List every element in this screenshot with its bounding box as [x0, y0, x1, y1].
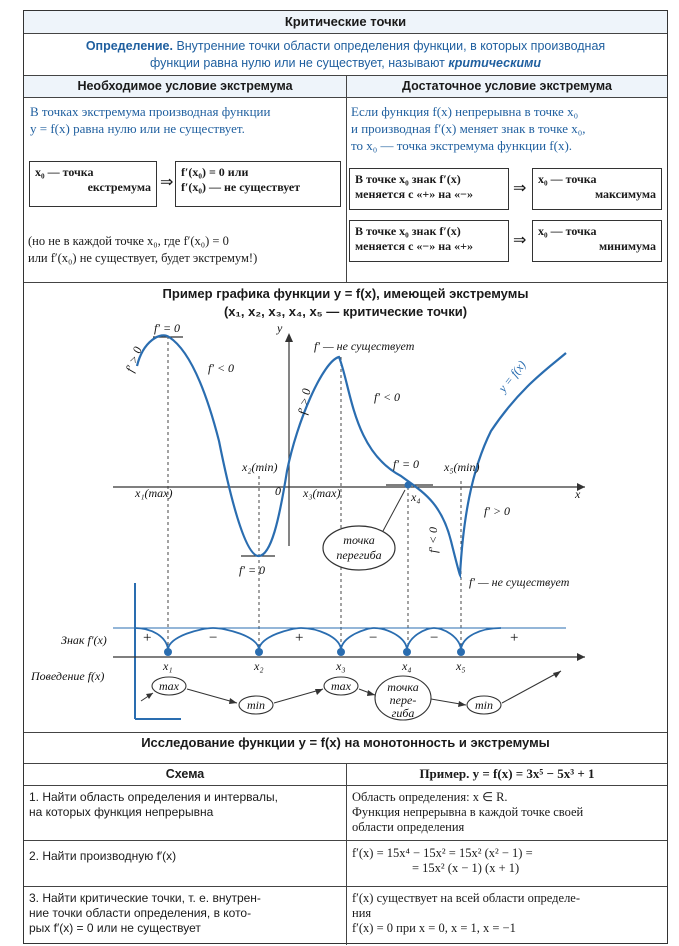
note-line2: или f′(x₀) не существует, будет экстремум!): [28, 251, 258, 265]
graph-title-line2: (x₁, x₂, x₃, x₄, x₅ — критические точки): [223, 304, 468, 319]
box-line: x₀ — точка: [538, 224, 597, 238]
label-fp0-top: f′ = 0: [154, 321, 181, 335]
example-line: f′(x) существует на всей области определе-: [352, 891, 581, 905]
dot-x1: [164, 648, 172, 656]
page-title: Критические точки: [24, 11, 667, 34]
definition-emphasis: критическими: [448, 56, 541, 70]
necessary-line2: y = f(x) равна нулю или не существует.: [30, 121, 245, 136]
example-1: [352, 790, 583, 835]
box-line: максимума: [594, 187, 656, 201]
necessary-line1: В точках экстремума производная функции: [30, 104, 271, 119]
sufficient-line3: то x₀ — точка экстремума функции f(x).: [351, 138, 573, 153]
inflection-label-1: точка: [343, 533, 375, 547]
sign-1: +: [143, 630, 152, 646]
study-col1-header: Схема: [165, 767, 205, 781]
sign-2: −: [209, 630, 218, 646]
divider: [24, 886, 667, 887]
label-fp0-x4: f′ = 0: [393, 457, 420, 471]
behavior-inflection-2: пере-: [389, 693, 417, 707]
box-line: меняется с «−» на «+»: [355, 239, 474, 253]
step-line: 3. Найти критические точки, т. е. внутрен-: [29, 891, 261, 905]
label-fp-lt0-c: f′ < 0: [426, 526, 440, 553]
label-fp-lt0-b: f′ < 0: [374, 390, 401, 404]
step-2: [29, 849, 176, 864]
behavior-inflection-3: гиба: [391, 706, 415, 720]
label-fp-lt0-a: f′ < 0: [208, 361, 235, 375]
step-line: рых f′(x) = 0 или не существует: [29, 921, 201, 935]
behavior-min-2: min: [475, 698, 493, 712]
example-line: f′(x) = 15x⁴ − 15x² = 15x² (x² − 1) =: [352, 846, 533, 860]
arrowhead-3: [315, 689, 323, 695]
behavior-ellipses: [152, 676, 501, 720]
implies-arrow-icon: ⇒: [160, 174, 174, 191]
example-2: [352, 846, 533, 876]
step-line: ние точки области определения, в кото-: [29, 906, 252, 920]
implies-arrow-icon: ⇒: [513, 180, 527, 197]
divider: [24, 732, 667, 733]
box-line: меняется с «+» на «−»: [355, 187, 474, 201]
sufficient-header: Достаточное условие экстремума: [347, 76, 667, 97]
sufficient-line2: и производная f′(x) меняет знак в точке x₀,: [351, 121, 586, 136]
point-x1: x₁: [163, 659, 173, 673]
box-line: екстремума: [87, 180, 151, 194]
sufficient-line1: Если функция f(x) непрерывна в точке x₀: [351, 104, 579, 119]
point-x2: x₂: [254, 659, 264, 673]
dot-x2: [255, 648, 263, 656]
dot-x4: [403, 648, 411, 656]
sign-6: +: [510, 630, 519, 646]
definition-line1: Внутренние точки области определения функции, в которых производная: [176, 39, 606, 53]
point-x4: x₄: [402, 659, 412, 673]
label-x2min: x₂(min): [242, 460, 278, 474]
box-line: В точке x₀ знак f′(x): [355, 224, 461, 238]
box-line: x₀ — точка: [538, 172, 597, 186]
label-origin: 0: [275, 484, 281, 498]
arrowhead-6: [553, 671, 561, 678]
arrowhead-2: [229, 698, 237, 704]
label-fp-not-exist-bottom: f′ — не существует: [469, 575, 570, 589]
label-curve-name: y = f(x): [495, 357, 529, 395]
behavior-min-1: min: [247, 698, 265, 712]
label-fp-gt0-left: f′ > 0: [122, 344, 145, 375]
sign-label: Знак f′(x): [61, 633, 107, 647]
sign-5: −: [430, 630, 439, 646]
sign-4: −: [369, 630, 378, 646]
example-line: ния: [352, 906, 372, 920]
necessary-header: Необходимое условие экстремума: [24, 76, 346, 97]
label-fp0-bottom: f′ = 0: [239, 563, 266, 577]
label-y-axis: y: [277, 321, 283, 335]
behavior-max-1: max: [159, 679, 179, 693]
study-col2-header: Пример. y = f(x) = 3x⁵ − 5x³ + 1: [419, 766, 595, 781]
study-title: Исследование функции y = f(x) на монотонность и экстремумы: [141, 735, 550, 750]
label-fp-not-exist-top: f′ — не существует: [314, 339, 415, 353]
implies-arrow-icon: ⇒: [513, 232, 527, 249]
box-line: f′(x₀) — не существует: [181, 180, 301, 194]
arrow-6: [502, 671, 561, 703]
arrowhead-1: [146, 693, 153, 699]
arrowhead-5: [458, 701, 466, 707]
graph-title-line1: Пример графика функции y = f(x), имеющей экстремумы: [162, 286, 529, 301]
label-fp-gt0-mid: f′ > 0: [295, 387, 314, 416]
arrow-3: [274, 689, 323, 703]
step-line: 2. Найти производную f′(x): [29, 849, 177, 863]
example-line: = 15x² (x − 1) (x + 1): [412, 861, 520, 875]
example-line: области определения: [352, 820, 465, 834]
example-line: Функция непрерывна в каждой точке своей: [352, 805, 584, 819]
example-line: f′(x) = 0 при x = 0, x = 1, x = −1: [352, 921, 516, 935]
y-axis-arrow-icon: [285, 333, 293, 342]
step-1: [29, 790, 278, 820]
behavior-max-2: max: [331, 679, 351, 693]
label-x1max: x₁(max): [135, 486, 173, 500]
function-graph: [24, 11, 669, 741]
box-line: x₀ — точка: [35, 165, 94, 179]
definition-line2: функции равна нулю или не существует, называют: [150, 56, 445, 70]
example-line: Область определения: x ∈ R.: [352, 790, 508, 804]
point-x5: x₅: [456, 659, 466, 673]
critical-dots: [164, 648, 465, 656]
inflection-label-2: перегиба: [336, 548, 382, 562]
dot-x3: [337, 648, 345, 656]
point-x3: x₃: [336, 659, 346, 673]
sign-arcs: [135, 628, 501, 649]
dot-x5: [457, 648, 465, 656]
example-3: [352, 891, 580, 936]
column-divider: [346, 763, 347, 945]
page: [23, 10, 668, 944]
arrow-2: [187, 689, 237, 703]
box-line: f′(x₀) = 0 или: [181, 165, 249, 179]
sign-3: +: [295, 630, 304, 646]
step-line: на которых функция непрерывна: [29, 805, 214, 819]
callout-pointer: [383, 490, 405, 531]
note-line1: (но не в каждой точке x₀, где f′(x₀) = 0: [28, 234, 229, 248]
behavior-inflection-1: точка: [387, 680, 419, 694]
label-x-axis: x: [575, 487, 581, 501]
label-x5min: x₅(min): [444, 460, 480, 474]
sign-axis-arrow-icon: [577, 653, 585, 661]
box-line: В точке x₀ знак f′(x): [355, 172, 461, 186]
label-x3max: x₃(max): [303, 486, 341, 500]
step-line: 1. Найти область определения и интервалы,: [29, 790, 279, 804]
definition-label: Определение.: [85, 39, 173, 53]
arrowhead-4: [367, 690, 375, 696]
label-fp-gt0-right: f′ > 0: [484, 504, 511, 518]
inflection-dot: [405, 482, 412, 489]
step-3: [29, 891, 261, 936]
divider: [24, 840, 667, 841]
behavior-label: Поведение f(x): [31, 669, 105, 683]
box-line: минимума: [598, 239, 656, 253]
label-x4: x₄: [411, 490, 421, 504]
